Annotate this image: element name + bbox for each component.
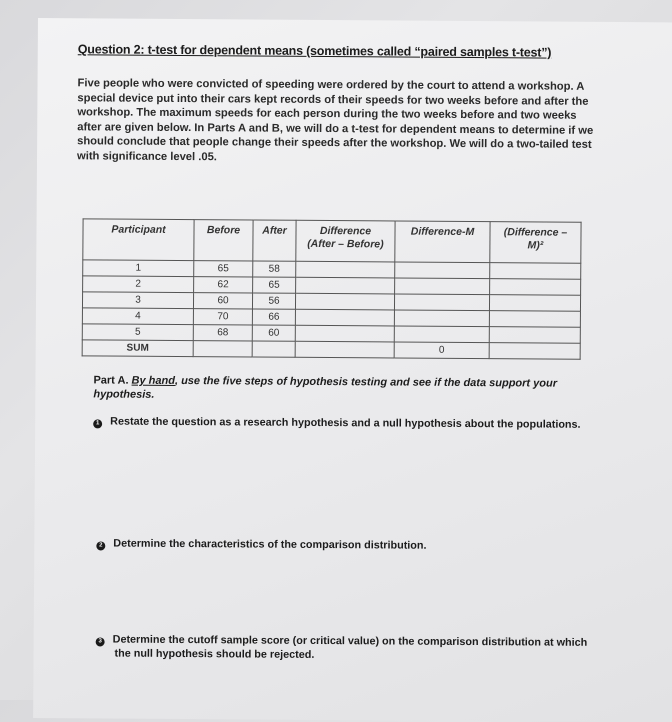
sum-before-cell <box>193 341 252 357</box>
step-2 <box>96 536 426 552</box>
question-title: Question 2: t-test for dependent means (sometimes called “paired samples t-test”) <box>77 42 552 60</box>
data-table <box>82 218 582 359</box>
before-cell: 70 <box>193 309 252 325</box>
sum-squared-cell <box>489 343 580 360</box>
sum-difference-cell <box>295 341 394 358</box>
difference-m-cell <box>395 262 490 279</box>
header-sq-line2: M)² <box>527 239 544 252</box>
after-cell: 58 <box>253 261 296 277</box>
worksheet-page <box>33 18 672 722</box>
step-1-number-icon: 1 <box>93 419 102 428</box>
question-intro: Five people who were convicted of speeding were ordered by the court to attend a workshop. A special device put into their cars kept records of their speeds for two weeks before and after the workshop. The maximum speeds for each person during the two weeks before and two weeks after are given below. In Parts A and B, we will do a t-test for dependent means to determine if we should conclude that people change their speeds after the workshop. We will do a two-tailed test with significance level .05. <box>76 77 594 164</box>
step-1 <box>93 414 580 431</box>
part-a-rest: , use the five steps of hypothesis testing and see if the data support your hypothesis. <box>93 374 558 401</box>
header-participant: Participant <box>83 219 194 261</box>
participant-cell: 2 <box>83 276 194 293</box>
step-2-text: Determine the characteristics of the comparison distribution. <box>113 537 427 552</box>
after-cell: 65 <box>253 277 296 293</box>
step-2-number-icon: 2 <box>96 541 105 550</box>
part-a-lead: Part A. <box>93 374 129 387</box>
before-cell: 68 <box>193 325 252 341</box>
difference-cell <box>295 293 394 310</box>
header-difference <box>296 220 395 262</box>
after-cell: 60 <box>252 325 295 341</box>
header-sq-line1: (Difference – <box>503 226 568 239</box>
sum-difference-m-cell: 0 <box>394 342 489 359</box>
step-3-text-line2: the null hypothesis should be rejected. <box>114 647 315 661</box>
after-cell: 66 <box>252 309 295 325</box>
difference-m-cell <box>394 326 489 343</box>
squared-cell <box>489 295 580 312</box>
difference-cell <box>295 325 394 342</box>
squared-cell <box>489 311 580 328</box>
participant-cell: 1 <box>83 260 194 277</box>
table-header-row <box>83 219 581 263</box>
header-difference-m: Difference-M <box>395 221 490 263</box>
sum-label: SUM <box>82 340 193 357</box>
squared-cell <box>489 327 580 344</box>
difference-cell <box>295 309 394 326</box>
after-cell: 56 <box>252 293 295 309</box>
participant-cell: 4 <box>82 308 193 325</box>
difference-cell <box>296 277 395 294</box>
step-3 <box>96 632 596 663</box>
header-before: Before <box>194 220 253 261</box>
squared-cell <box>490 279 581 296</box>
header-difference-line2: (After – Before) <box>307 237 384 251</box>
header-squared-deviation <box>490 222 581 264</box>
difference-cell <box>296 261 395 278</box>
sum-row <box>82 340 580 359</box>
difference-m-cell <box>395 278 490 295</box>
participant-cell: 3 <box>82 292 193 309</box>
before-cell: 60 <box>193 293 252 309</box>
header-after: After <box>253 220 296 261</box>
squared-cell <box>490 263 581 280</box>
before-cell: 65 <box>194 261 253 277</box>
step-3-number-icon: 3 <box>96 637 105 646</box>
by-hand-text: By hand <box>131 374 176 387</box>
part-a-instructions <box>93 373 573 404</box>
before-cell: 62 <box>194 277 253 293</box>
difference-m-cell <box>394 294 489 311</box>
sum-after-cell <box>252 341 295 357</box>
step-3-text-line1: Determine the cutoff sample score (or critical value) on the comparison distribution at which <box>112 633 588 649</box>
participant-cell: 5 <box>82 324 193 341</box>
header-difference-line1: Difference <box>319 224 372 238</box>
difference-m-cell <box>394 310 489 327</box>
step-1-text: Restate the question as a research hypothesis and a null hypothesis about the populations. <box>110 415 581 431</box>
